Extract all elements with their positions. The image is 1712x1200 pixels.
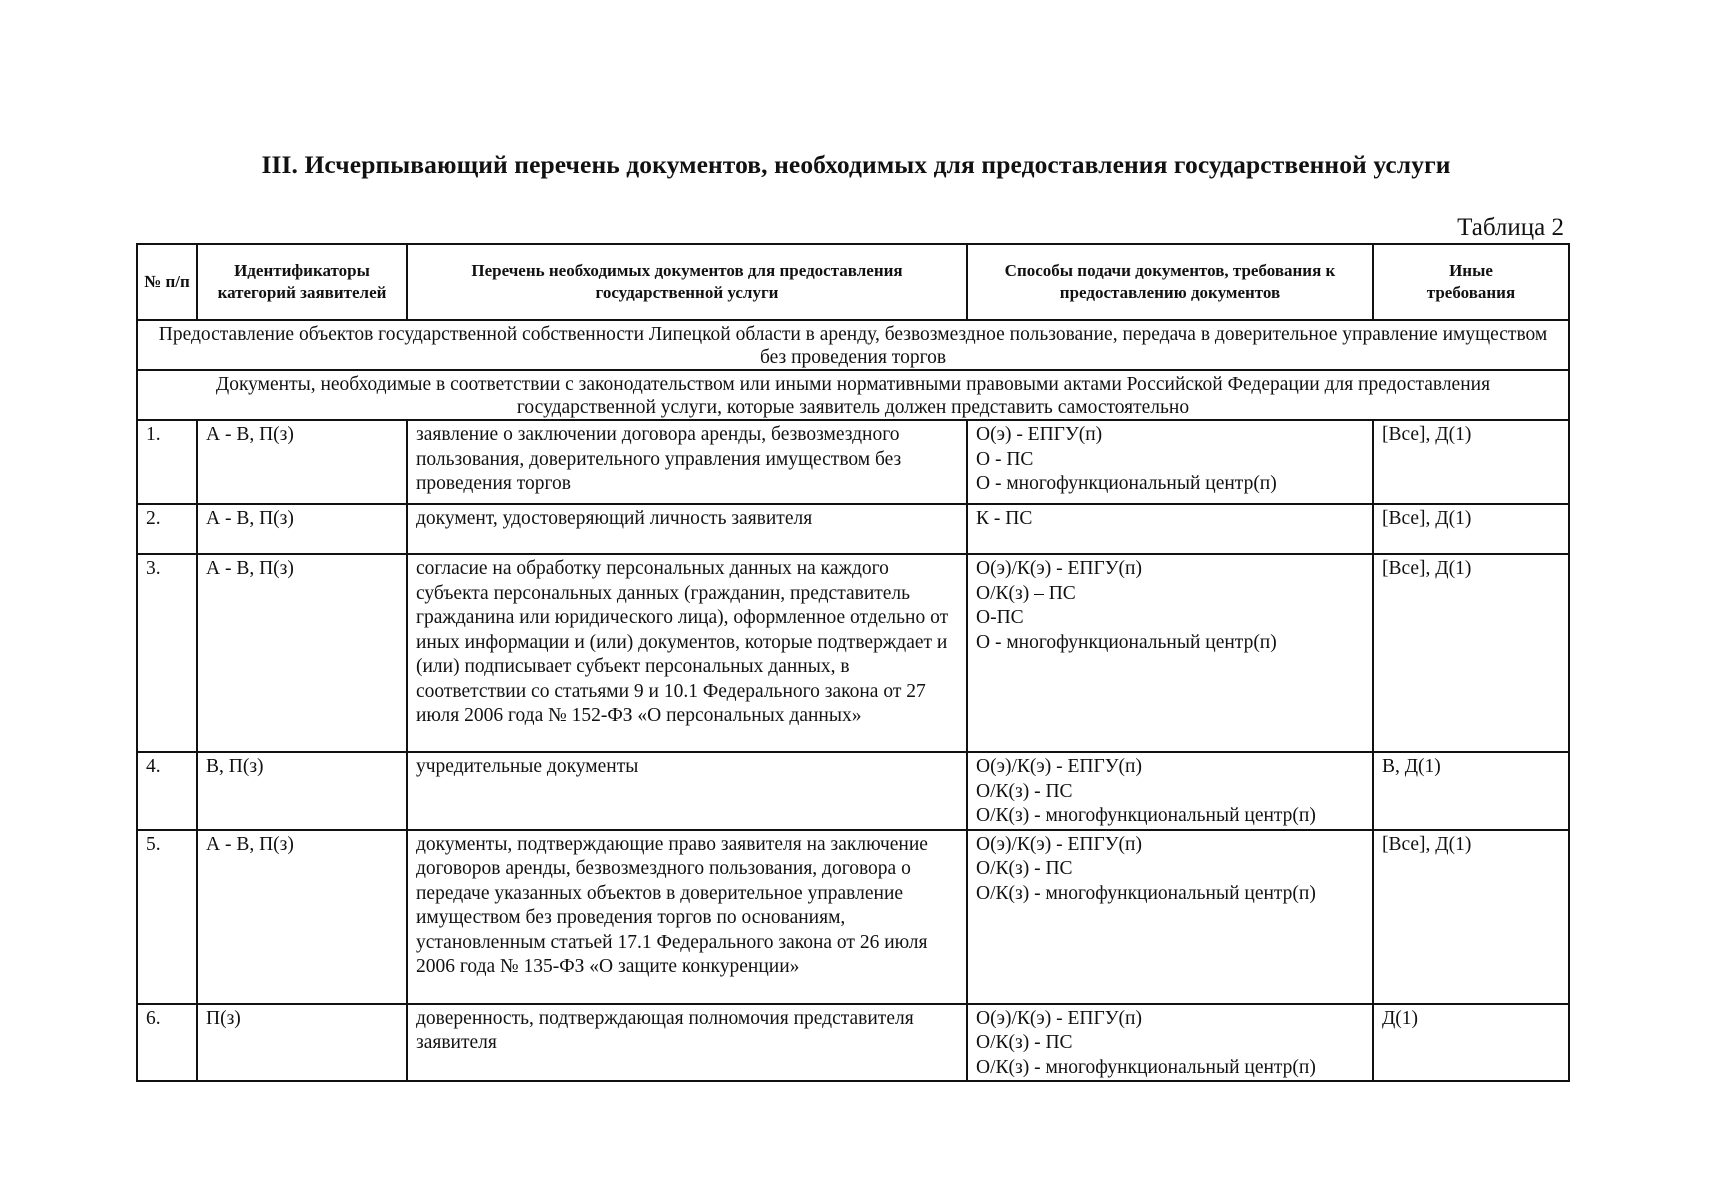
section-row-1: [137, 320, 1569, 370]
row-other: [Все], Д(1): [1373, 554, 1569, 752]
method-line: О - многофункциональный центр(п): [976, 631, 1277, 653]
row-num: 4.: [137, 752, 197, 830]
header-doc: Перечень необходимых документов для предоставления государственной услуги: [407, 244, 967, 320]
table-header-row: [137, 244, 1569, 320]
method-line: О/К(з) - ПС: [976, 858, 1073, 879]
section-title-1: Предоставление объектов государственной собственности Липецкой области в аренду, безвозмездное пользование, передача в доверительное управление имуществом без проведения торгов: [137, 320, 1569, 370]
table-row: [137, 504, 1569, 554]
row-ids: В, П(з): [197, 752, 407, 830]
table-row: [137, 830, 1569, 1004]
row-ids: А - В, П(з): [197, 504, 407, 554]
table-row: [137, 752, 1569, 830]
row-methods: [967, 420, 1373, 504]
method-line: О/К(з) – ПС: [976, 582, 1076, 604]
header-ids: Идентификаторы категорий заявителей: [197, 244, 407, 320]
method-line: О/К(з) - многофункциональный центр(п): [976, 805, 1316, 826]
method-line: К - ПС: [976, 508, 1033, 529]
method-line: О/К(з) - многофункциональный центр(п): [976, 882, 1316, 904]
table-caption: Таблица 2: [1457, 214, 1564, 241]
row-num: 6.: [137, 1004, 197, 1082]
row-doc: документы, подтверждающие право заявителя на заключение договоров аренды, безвозмездного пользования, договора о передаче указанных объектов в доверительное управление имуществом без проведения торгов по основаниям, установленным статьей 17.1 Федерального закона от 26 июля 2006 года № 135-ФЗ «О защите конкуренции»: [407, 830, 967, 1004]
method-line: О(э) - ЕПГУ(п): [976, 424, 1103, 445]
table-row: [137, 420, 1569, 504]
row-doc: доверенность, подтверждающая полномочия представителя заявителя: [407, 1004, 967, 1082]
row-ids: А - В, П(з): [197, 554, 407, 752]
row-methods: [967, 1004, 1373, 1082]
row-methods: [967, 830, 1373, 1004]
row-methods: [967, 504, 1373, 554]
method-line: О - многофункциональный центр(п): [976, 473, 1277, 494]
row-ids: А - В, П(з): [197, 420, 407, 504]
row-doc: согласие на обработку персональных данных на каждого субъекта персональных данных (гражданин, представитель гражданина или юридического лица), оформленное отдельно от иных информации и (или) документов, которые подтверждает и (или) подписывает субъект персональных данных, в соответствии со статьями 9 и 10.1 Федерального закона от 27 июля 2006 года № 152-ФЗ «О персональных данных»: [407, 554, 967, 752]
row-doc: учредительные документы: [407, 752, 967, 830]
method-line: О/К(з) - ПС: [976, 780, 1073, 802]
method-line: О/К(з) - ПС: [976, 1032, 1073, 1053]
method-line: О(э)/К(э) - ЕПГУ(п): [976, 558, 1142, 579]
section-title-2: Документы, необходимые в соответствии с законодательством или иными нормативными правовыми актами Российской Федерации для предоставления государственной услуги, которые заявитель должен представить самостоятельно: [137, 370, 1569, 420]
row-num: 3.: [137, 554, 197, 752]
method-line: О/К(з) - многофункциональный центр(п): [976, 1056, 1316, 1078]
header-methods: Способы подачи документов, требования к предоставлению документов: [967, 244, 1373, 320]
row-other: В, Д(1): [1373, 752, 1569, 830]
method-line: О - ПС: [976, 448, 1034, 470]
row-other: Д(1): [1373, 1004, 1569, 1082]
method-line: О(э)/К(э) - ЕПГУ(п): [976, 756, 1142, 777]
section-row-2: [137, 370, 1569, 420]
row-num: 5.: [137, 830, 197, 1004]
row-other: [Все], Д(1): [1373, 504, 1569, 554]
row-methods: [967, 554, 1373, 752]
row-doc: заявление о заключении договора аренды, безвозмездного пользования, доверительного управления имуществом без проведения торгов: [407, 420, 967, 504]
row-num: 1.: [137, 420, 197, 504]
page-title: III. Исчерпывающий перечень документов, необходимых для предоставления государственной услуги: [261, 150, 1451, 179]
header-other: Иные требования: [1373, 244, 1569, 320]
row-methods: [967, 752, 1373, 830]
row-num: 2.: [137, 504, 197, 554]
method-line: О(э)/К(э) - ЕПГУ(п): [976, 833, 1142, 855]
method-line: О-ПС: [976, 607, 1024, 628]
table-row: [137, 554, 1569, 752]
row-other: [Все], Д(1): [1373, 830, 1569, 1004]
row-other: [Все], Д(1): [1373, 420, 1569, 504]
method-line: О(э)/К(э) - ЕПГУ(п): [976, 1007, 1142, 1029]
row-ids: П(з): [197, 1004, 407, 1082]
header-num: № п/п: [137, 244, 197, 320]
row-ids: А - В, П(з): [197, 830, 407, 1004]
table-row: [137, 1004, 1569, 1082]
row-doc: документ, удостоверяющий личность заявителя: [407, 504, 967, 554]
documents-table: [136, 243, 1570, 1082]
